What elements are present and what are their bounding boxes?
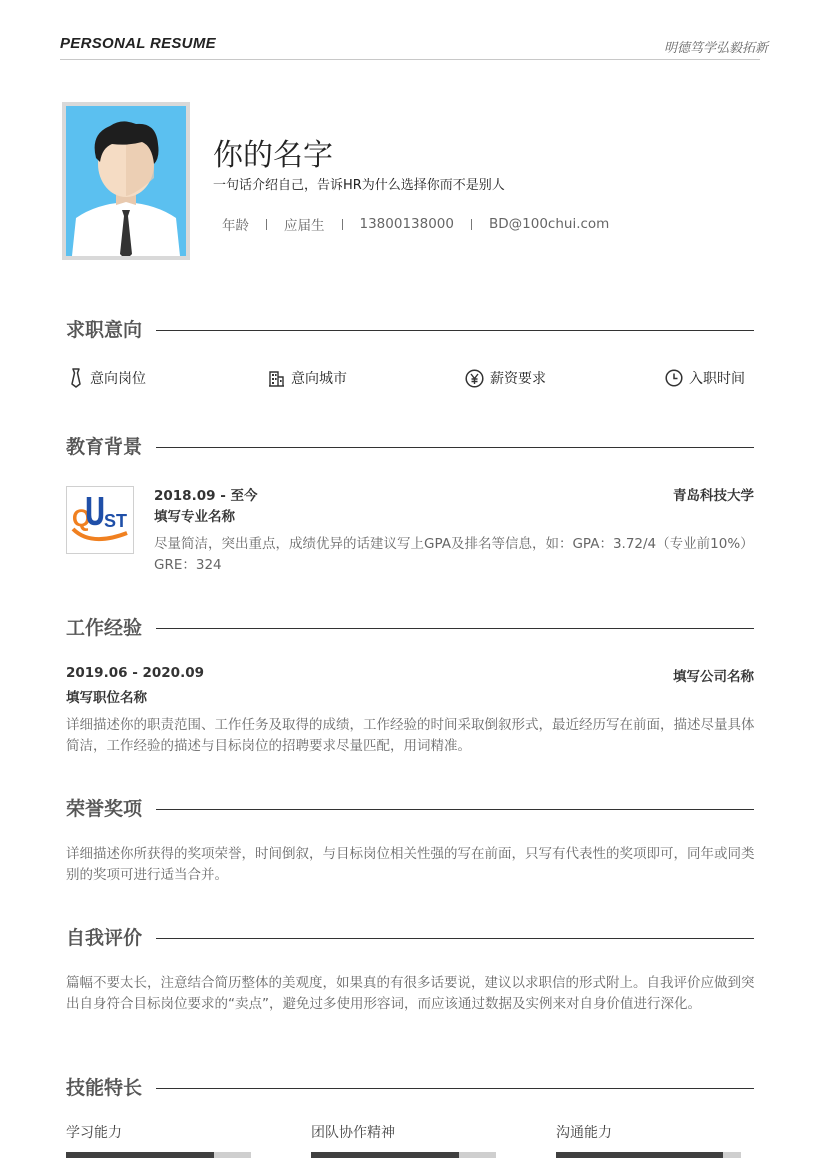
- section-rule: [156, 1088, 754, 1089]
- skill-item: [556, 1122, 741, 1158]
- profile-photo: [62, 102, 190, 260]
- work-company: 填写公司名称: [673, 669, 754, 685]
- divider: [266, 219, 267, 230]
- clock-icon: [665, 369, 683, 387]
- divider: [471, 219, 472, 230]
- section-rule: [156, 809, 754, 810]
- section-title: 自我评价: [66, 926, 152, 950]
- section-title: 教育背景: [66, 435, 152, 459]
- profile-intro: 一句话介绍自己，告诉HR为什么选择你而不是别人: [213, 178, 505, 193]
- profile-email: BD@100chui.com: [488, 216, 610, 232]
- skill-bar-fill: [311, 1152, 459, 1158]
- intent-salary: [465, 368, 546, 388]
- section-rule: [156, 447, 754, 448]
- section-intent-header: [66, 318, 754, 342]
- skill-label: 学习能力: [66, 1125, 122, 1141]
- intent-salary-label: 薪资要求: [490, 371, 546, 387]
- section-education-header: [66, 435, 754, 459]
- skill-bar: [311, 1152, 496, 1158]
- education-period: 2018.09 - 至今: [154, 488, 258, 504]
- section-self-eval-header: [66, 926, 754, 950]
- section-title: 荣誉奖项: [66, 797, 152, 821]
- divider: [342, 219, 343, 230]
- skill-bar: [66, 1152, 251, 1158]
- section-rule: [156, 628, 754, 629]
- resume-brand: PERSONAL RESUME: [60, 35, 216, 52]
- section-skills-header: [66, 1076, 754, 1100]
- skill-item: [311, 1122, 496, 1158]
- self-eval-description: 篇幅不要太长，注意结合简历整体的美观度，如果真的有很多话要说，建议以求职信的形式附上。自我评价应做到突出自身符合目标岗位要求的“卖点”，避免过多使用形容词，而应该通过数据及实例来对自身价值进行深化。: [66, 975, 755, 1012]
- profile-age: 年龄: [222, 218, 249, 234]
- skill-label: 沟通能力: [556, 1125, 612, 1141]
- section-title: 工作经验: [66, 616, 152, 640]
- intent-city-label: 意向城市: [291, 371, 347, 387]
- education-school: 青岛科技大学: [673, 488, 754, 504]
- section-title: 技能特长: [66, 1076, 152, 1100]
- work-position: 填写职位名称: [66, 690, 147, 706]
- section-rule: [156, 330, 754, 331]
- work-period: 2019.06 - 2020.09: [66, 665, 204, 681]
- education-major: 填写专业名称: [154, 509, 235, 525]
- section-work-header: [66, 616, 754, 640]
- honors-description: 详细描述你所获得的奖项荣誉，时间倒叙，与目标岗位相关性强的写在前面，只写有代表性的奖项即可，同年或同类别的奖项可进行适当合并。: [66, 846, 755, 883]
- skill-label: 团队协作精神: [311, 1125, 395, 1141]
- skill-bar-fill: [66, 1152, 214, 1158]
- intent-start: [665, 368, 745, 388]
- skill-bar-fill: [556, 1152, 723, 1158]
- profile-meta: [222, 214, 609, 234]
- building-icon: [268, 370, 285, 387]
- intent-position: [68, 368, 146, 388]
- tie-icon: [68, 368, 84, 388]
- skill-bar: [556, 1152, 741, 1158]
- work-description: 详细描述你的职责范围、工作任务及取得的成绩，工作经验的时间采取倒叙形式，最近经历写在前面，描述尽量具体简洁，工作经验的描述与目标岗位的招聘要求尽量匹配，用词精准。: [66, 717, 755, 754]
- section-title: 求职意向: [66, 318, 152, 342]
- intent-start-label: 入职时间: [689, 371, 745, 387]
- profile-name: 你的名字: [213, 138, 333, 173]
- section-rule: [156, 938, 754, 939]
- profile-status: 应届生: [284, 218, 325, 234]
- profile-phone: 13800138000: [359, 216, 454, 232]
- section-honors-header: [66, 797, 754, 821]
- svg-text:Q: Q: [72, 505, 91, 532]
- skill-item: [66, 1122, 251, 1158]
- yen-icon: [465, 369, 484, 388]
- school-logo: [66, 486, 134, 554]
- page-header: [60, 34, 768, 60]
- education-description: 尽量简洁，突出重点，成绩优异的话建议写上GPA及排名等信息，如：GPA：3.72/4（专业前10%） GRE：324: [154, 536, 754, 573]
- header-motto: 明德笃学弘毅拓新: [663, 41, 768, 56]
- svg-text:ST: ST: [104, 511, 128, 531]
- intent-city: [268, 368, 347, 388]
- intent-position-label: 意向岗位: [90, 371, 146, 387]
